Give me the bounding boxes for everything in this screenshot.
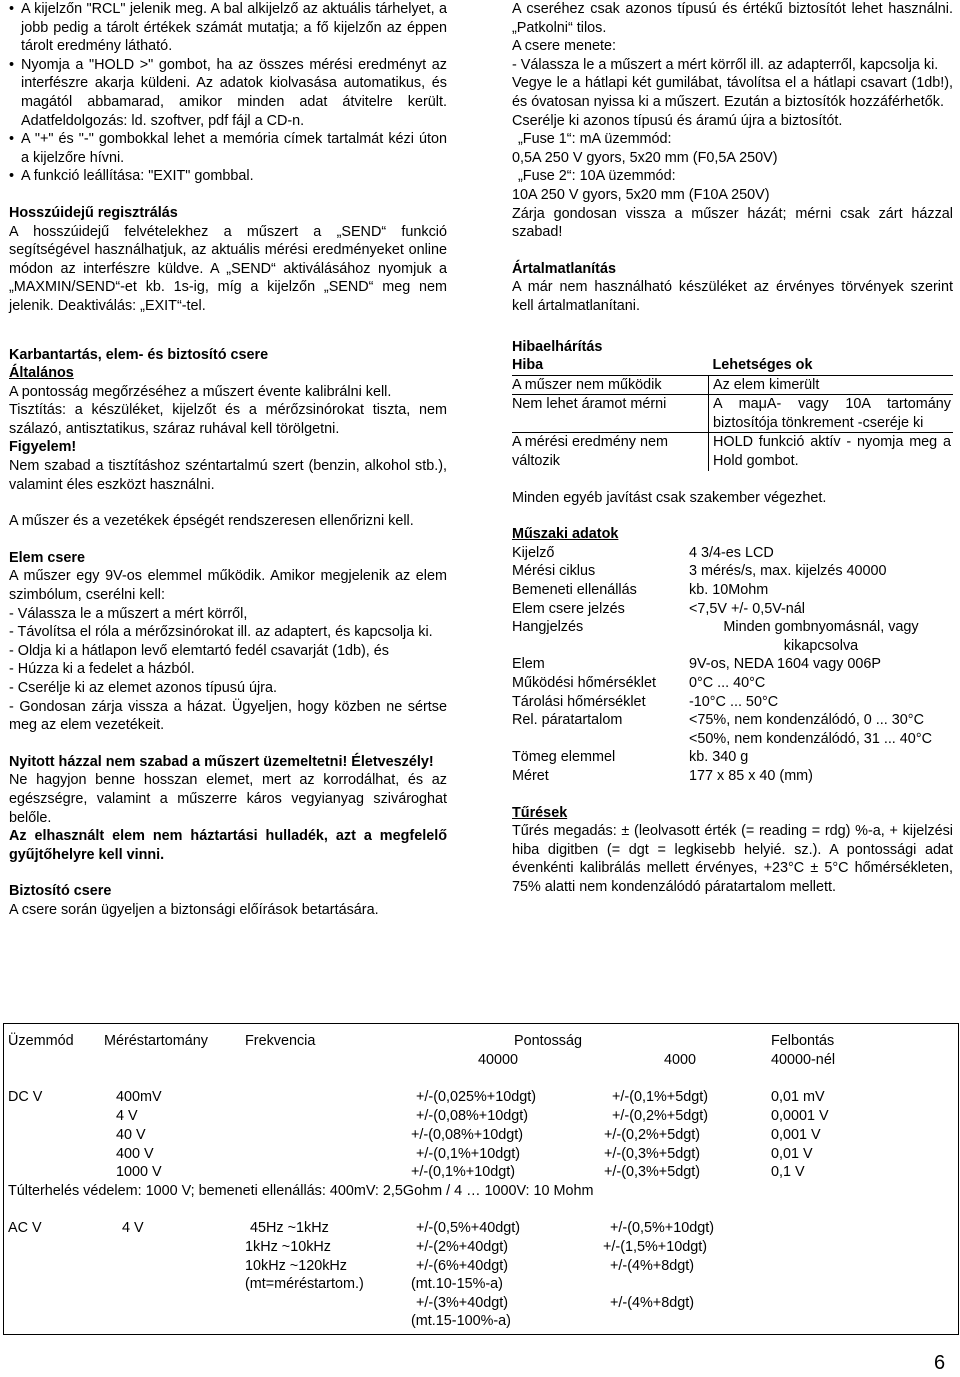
table-row: [512, 711, 953, 730]
bullet-hold: • Nyomja a "HOLD >" gombot, ha az összes mérési eredményt az interfészre akarja küldeni. Az adatok kiolvasása automatikus, és magától abbamarad, amikor minden adat átvitelre került. Adatfeldolgozás: ld. szoftver, pdf fájl a CD-n.: [9, 56, 447, 130]
table-header-fault: Hiba: [512, 356, 709, 375]
fuse-cont-line: 10A 250 V gyors, 5x20 mm (F10A 250V): [512, 186, 770, 203]
table-row: [512, 618, 953, 655]
general-subheading: Általános: [9, 365, 74, 382]
fuse-cont-line: A cseréhez csak azonos típusú és értékű biztosítót lehet használni. „Patkolni“ tilos.: [512, 1, 953, 36]
dcv-mode: DC V: [8, 1089, 43, 1105]
cause-cell: Az elem kimerült: [709, 375, 954, 395]
spec-key: Méret: [512, 767, 549, 784]
table-row: [512, 581, 953, 600]
table-row: [512, 693, 953, 712]
dcv-overload: Túlterhelés védelem: 1000 V; bemeneti ellenállás: 400mV: 2,5Gohm / 4 … 1000V: 10 Mohm: [8, 1183, 594, 1199]
table-row: [512, 544, 953, 563]
techdata-table: [512, 544, 953, 786]
fault-cell: A mérési eredmény nem változik: [512, 433, 709, 471]
battery-step: - Válassza le a műszert a mért körről,: [9, 605, 248, 622]
table-row: [512, 655, 953, 674]
table-row: [512, 730, 953, 749]
battery-heading: Elem csere: [9, 549, 86, 566]
spec-value: <7,5V +/- 0,5V-nál: [689, 600, 806, 617]
repair-note: Minden egyéb javítást csak szakember végezhet.: [512, 489, 827, 506]
right-column: [512, 0, 953, 897]
troubleshoot-table: [512, 356, 953, 471]
fault-cell: A műszer nem működik: [512, 375, 709, 395]
bullet-plus-minus: • A "+" és "-" gombokkal lehet a memória címek tartalmát kézi úton a kijelzőre hívni.: [9, 130, 447, 167]
spec-key: Hangjelzés: [512, 619, 584, 636]
spec-value: <50%, nem kondenzálódó, 31 ... 40°C: [689, 730, 932, 747]
fuse-cont-line: Zárja gondosan vissza a műszer házát; mérni csak zárt házzal szabad!: [512, 205, 953, 241]
acv-acc-40000: +/-(0,5%+40dgt): [416, 1220, 520, 1236]
spacer: [512, 316, 953, 338]
open-case-warning: Nyitott házzal nem szabad a műszert üzemeltetni! Életveszély!: [9, 753, 434, 770]
fault-cell: Nem lehet áramot mérni: [512, 395, 709, 433]
spacer: [9, 735, 447, 753]
spec-key: [512, 730, 689, 749]
spec-value: <75%, nem kondenzálódó, 0 ... 30°C: [689, 712, 924, 729]
dcv-range: 400 V: [116, 1146, 154, 1162]
header-accuracy: Pontosság: [514, 1033, 583, 1049]
cause-cell: A maμA- vagy 10A tartomány biztosítója tönkrement -cseréje ki: [709, 395, 954, 433]
header-acc-40000: 40000: [478, 1052, 519, 1068]
battery-step: - Cserélje ki az elemet azonos típusú újra.: [9, 680, 277, 696]
acv-acc-40000: (mt.15-100%-a): [411, 1313, 511, 1329]
spacer: [9, 864, 447, 882]
disposal-heading: Ártalmatlanítás: [512, 260, 616, 277]
spec-key: Bemeneti ellenállás: [512, 582, 637, 599]
spec-key: Elem: [512, 656, 545, 673]
table-row: [512, 562, 953, 581]
fuse-cont-line: - Válassza le a műszert a mért körről ill. az adapterről, kapcsolja ki.: [512, 56, 939, 73]
spec-value: 4 3/4-es LCD: [689, 544, 774, 561]
techdata-heading: Műszaki adatok: [512, 526, 619, 543]
spacer: [512, 471, 953, 489]
dcv-acc-4000: +/-(0,2%+5dgt): [612, 1108, 708, 1124]
spacer: [9, 316, 447, 346]
spec-value: -10°C ... 50°C: [689, 693, 779, 710]
spacer: [512, 242, 953, 260]
battery-intro: A műszer egy 9V-os elemmel működik. Amikor megjelenik az elem szimbólum, cserélni kell:: [9, 568, 447, 604]
disposal-text: A már nem használható készüléket az érvényes törvények szerint kell ártalmatlanítani.: [512, 279, 953, 314]
fuse-cont-line: Cserélje ki azonos típusú és áramú újra a biztosítót.: [512, 112, 843, 129]
battery-step: - Gondosan zárja vissza a házat. Ügyeljen, hogy közben ne sértse meg az elem vezetékeit.: [9, 698, 447, 734]
spec-value: 0°C ... 40°C: [689, 675, 766, 691]
spec-key: Kijelző: [512, 544, 555, 561]
fuse-cont-line: 0,5A 250 V gyors, 5x20 mm (F0,5A 250V): [512, 149, 778, 166]
inspection-text: A műszer és a vezetékek épségét rendszeresen ellenőrizni kell.: [9, 513, 414, 530]
dcv-range: 400mV: [116, 1089, 162, 1105]
bullet-exit: • A funkció leállítása: "EXIT" gombbal.: [9, 167, 447, 186]
spec-value: kb. 340 g: [689, 749, 749, 766]
spec-value: 177 x 85 x 40 (mm): [689, 767, 813, 784]
warning-label: Figyelem!: [9, 439, 77, 456]
left-column: [9, 0, 447, 920]
acv-acc-4000: +/-(1,5%+10dgt): [603, 1239, 707, 1255]
header-range: Méréstartomány: [104, 1033, 208, 1049]
long-reg-text: A hosszúidejű felvételekhez a műszert a „SEND“ funkció segítségével használhatjuk, az aktuális mérési eredményeket online módon az interfészre küldve. A „SEND“ aktiválásához nyomjuk a „MAXMIN/SEND“-et kb. 1s-ig, míg a kijelzőn „SEND“ meg nem jelenik. Deaktiválás: „EXIT“-tel.: [9, 223, 447, 314]
page-number: 6: [934, 1352, 946, 1374]
acv-acc-4000: +/-(4%+8dgt): [610, 1258, 694, 1274]
fuse-cont-line: „Fuse 2“: 10A üzemmód:: [518, 168, 676, 185]
spacer: [9, 494, 447, 512]
dcv-range: 1000 V: [116, 1164, 162, 1180]
acv-range: 4 V: [122, 1220, 144, 1236]
spacer: [9, 531, 447, 549]
battery-waste-text: Az elhasznált elem nem háztartási hulladék, azt a megfelelő gyűjtőhelyre kell vinni.: [9, 828, 447, 863]
bullet-rcl: • A kijelzőn "RCL" jelenik meg. A bal alkijelző az aktuális tárhelyet, a jobb pedig a tárolt értékek számát mutatja; a fő kijelzőn az éppen tárolt eredmény látható.: [9, 0, 447, 56]
spec-value: 9V-os, NEDA 1604 vagy 006P: [689, 656, 881, 673]
fuse-cont-line: A csere menete:: [512, 38, 616, 55]
cleaning-warning-text: Nem szabad a tisztításhoz széntartalmú szert (benzin, alkohol stb.), valamint éles eszközt használni.: [9, 458, 447, 493]
tolerance-text: Tűrés megadás: ± (leolvasott érték (= reading = rdg) %-a, + kijelzési hiba digitben (= dgt = legkisebb helyié. sz.). A pontossági adat évenkénti kalibrálás mellett érvényes, +23°C ± 5°C hőmérsékleten, 75% alatti nem kondenzálódó páratartalom mellett.: [512, 823, 953, 895]
cause-cell: HOLD funkció aktív - nyomja meg a Hold gombot.: [713, 434, 951, 470]
table-row: [512, 375, 953, 395]
acv-frequency: 10kHz ~120kHz: [245, 1258, 347, 1274]
acv-acc-4000: +/-(0,5%+10dgt): [610, 1220, 714, 1236]
acv-acc-4000: +/-(4%+8dgt): [610, 1295, 694, 1311]
dcv-resolution: 0,01 mV: [771, 1089, 825, 1105]
dcv-acc-4000: +/-(0,1%+5dgt): [612, 1089, 708, 1105]
fuse-heading: Biztosító csere: [9, 883, 112, 900]
dcv-resolution: 0,01 V: [771, 1146, 813, 1162]
tolerance-heading: Tűrések: [512, 804, 568, 821]
dcv-range: 40 V: [116, 1127, 146, 1143]
spec-key: Rel. páratartalom: [512, 712, 623, 729]
acv-frequency: 1kHz ~10kHz: [245, 1239, 331, 1255]
dcv-resolution: 0,1 V: [771, 1164, 805, 1180]
battery-leak-text: Ne hagyjon benne hosszan elemet, mert az korrodálhat, és az egészségre, valamint a műszerre káros vegyianyag szivároghat belőle.: [9, 772, 447, 826]
battery-step: - Húzza ki a fedelet a házból.: [9, 661, 195, 678]
battery-step: - Oldja ki a hátlapon levő elemtartó fedél csavarját (1db), és: [9, 642, 389, 659]
acv-acc-40000: +/-(3%+40dgt): [416, 1295, 508, 1311]
calibration-text: A pontosság megőrzéséhez a műszert évente kalibrálni kell.: [9, 383, 392, 400]
acv-frequency: (mt=méréstartom.): [245, 1276, 364, 1292]
fuse-cont-line: „Fuse 1“: mA üzemmód:: [518, 131, 672, 148]
spec-key: Tömeg elemmel: [512, 749, 616, 766]
dcv-acc-40000: +/-(0,1%+10dgt): [411, 1164, 515, 1180]
long-reg-heading: Hosszúidejű regisztrálás: [9, 204, 178, 221]
spec-key: Elem csere jelzés: [512, 600, 625, 617]
header-mode: Üzemmód: [8, 1033, 74, 1049]
accuracy-spec-table: [0, 1023, 960, 1353]
dcv-acc-40000: +/-(0,1%+10dgt): [416, 1146, 520, 1162]
dcv-range: 4 V: [116, 1108, 138, 1124]
spacer: [512, 786, 953, 804]
acv-mode: AC V: [8, 1220, 42, 1236]
maintenance-heading: Karbantartás, elem- és biztosító csere: [9, 346, 269, 363]
cleaning-text: Tisztítás: a készüléket, kijelzőt és a mérőzsinórokat tiszta, nem szálazó, antisztatikus, száraz ruhával kell törölgetni.: [9, 402, 447, 437]
dcv-acc-4000: +/-(0,2%+5dgt): [604, 1127, 700, 1143]
table-row: [512, 600, 953, 619]
acv-acc-40000: +/-(6%+40dgt): [416, 1258, 508, 1274]
table-row: [512, 748, 953, 767]
table-row: [512, 433, 953, 471]
table-row: [512, 395, 953, 433]
spacer: [9, 186, 447, 204]
header-acc-4000: 4000: [664, 1052, 697, 1068]
spec-value: 3 mérés/s, max. kijelzés 40000: [689, 563, 887, 580]
dcv-acc-4000: +/-(0,3%+5dgt): [604, 1146, 700, 1162]
dcv-acc-40000: +/-(0,08%+10dgt): [411, 1127, 523, 1143]
spec-key: Működési hőmérséklet: [512, 675, 656, 691]
acv-acc-40000: +/-(2%+40dgt): [416, 1239, 508, 1255]
fuse-cont-line: Vegye le a hátlapi két gumilábat, távolítsa el a hátlapi csavart (1db!), és óvatosan nyissa ki a műszert. Ezután a biztosítók hozzáférhetők.: [512, 75, 953, 110]
header-frequency: Frekvencia: [245, 1033, 316, 1049]
spec-key: Mérési ciklus: [512, 563, 596, 580]
acv-frequency: 45Hz ~1kHz: [250, 1220, 329, 1236]
spec-key: Tárolási hőmérséklet: [512, 693, 646, 710]
header-resolution-sub: 40000-nél: [771, 1052, 836, 1068]
spacer: [512, 507, 953, 525]
table-row: [512, 674, 953, 693]
table-header-cause: Lehetséges ok: [709, 356, 954, 375]
dcv-resolution: 0,0001 V: [771, 1108, 829, 1124]
dcv-acc-40000: +/-(0,025%+10dgt): [416, 1089, 537, 1105]
dcv-resolution: 0,001 V: [771, 1127, 821, 1143]
acv-acc-40000: (mt.10-15%-a): [411, 1276, 503, 1292]
battery-step: - Távolítsa el róla a mérőzsinórokat ill. az adaptert, és kapcsolja ki.: [9, 624, 433, 641]
troubleshoot-heading: Hibaelhárítás: [512, 338, 603, 355]
table-row: [512, 767, 953, 786]
spec-value: Minden gombnyomásnál, vagy kikapcsolva: [723, 619, 919, 654]
dcv-acc-4000: +/-(0,3%+5dgt): [604, 1164, 700, 1180]
spec-value: kb. 10Mohm: [689, 582, 769, 599]
dcv-acc-40000: +/-(0,08%+10dgt): [416, 1108, 528, 1124]
fuse-text: A csere során ügyeljen a biztonsági előírások betartására.: [9, 901, 379, 918]
header-resolution: Felbontás: [771, 1033, 835, 1049]
